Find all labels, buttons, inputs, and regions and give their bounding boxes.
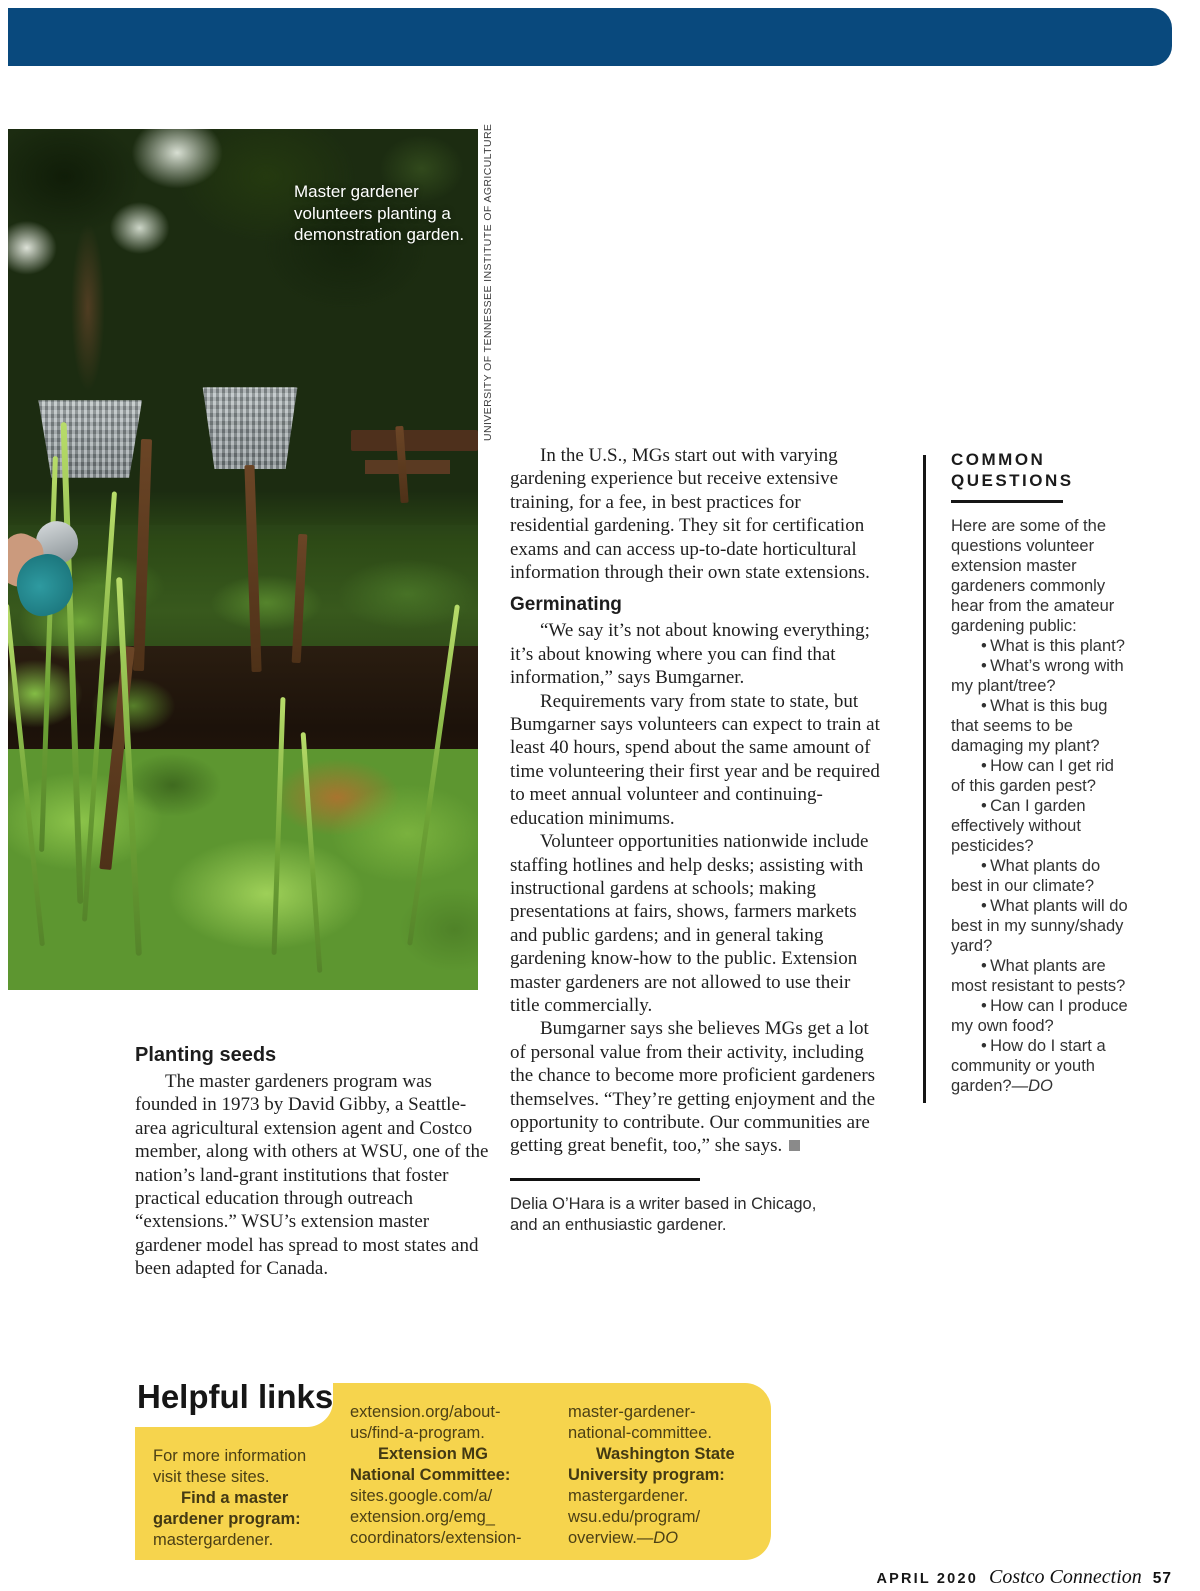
author-divider — [510, 1178, 700, 1181]
link-label: National Committee: — [350, 1466, 511, 1484]
link-url-text: overview. — [568, 1529, 637, 1547]
links-column-3 — [568, 1402, 763, 1549]
article-paragraph: Volunteer opportunities nationwide include staffing hotlines and help desks; assisting with instructional gardens at schools; making presentations at fairs, shows, farmers markets and public gardens; and in general taking gardening know-how to the public. Extension master gardeners are not allowed to use their title commercially. — [510, 831, 869, 1016]
sidebar-title-line1: COMMON — [951, 450, 1046, 469]
sidebar-title-underline — [951, 500, 1063, 503]
garden-bench — [351, 430, 478, 451]
author-note: Delia O’Hara is a writer based in Chicago, and an enthusiastic gardener. — [510, 1194, 817, 1234]
planting-seeds-heading: Planting seeds — [135, 1044, 277, 1066]
article-paragraph — [510, 1017, 882, 1157]
footer-issue-date: APRIL 2020 — [876, 1571, 978, 1587]
link-line: visit these sites. — [153, 1468, 270, 1486]
question-item: • What is this plant? — [951, 636, 1131, 656]
question-item: • What plants do best in our climate? — [951, 856, 1131, 896]
question-item — [951, 1036, 1131, 1096]
link-label: Find a master — [181, 1489, 289, 1507]
link-label: Washington State — [596, 1445, 735, 1463]
main-article-column — [510, 444, 882, 1236]
sidebar-title — [951, 449, 1131, 491]
link-url: extension.org/about- — [350, 1403, 501, 1421]
sidebar-rule — [923, 455, 926, 1103]
link-url: extension.org/emg_ — [350, 1508, 495, 1526]
article-paragraph-text: Bumgarner says she believes MGs get a lot of personal value from their activity, including the chance to become more proficient gardeners themselves. “They’re getting enjoyment and the opportunity to contribute. Our communities are getting great benefit, too,” she says. — [510, 1018, 876, 1157]
question-item: • How can I get rid of this garden pest? — [951, 756, 1131, 796]
question-item: • How can I produce my own food? — [951, 996, 1131, 1036]
link-url: mastergardener. — [568, 1487, 689, 1505]
link-url: wsu.edu/program/ — [568, 1508, 701, 1526]
sidebar-author-initials: —DO — [1011, 1077, 1053, 1095]
article-end-mark — [789, 1140, 800, 1151]
sidebar-title-line2: QUESTIONS — [951, 471, 1074, 490]
question-item: • What plants are most resistant to pests? — [951, 956, 1131, 996]
links-column-2 — [350, 1402, 550, 1549]
wire-basket — [201, 387, 300, 469]
link-label: Extension MG — [378, 1445, 489, 1463]
footer-magazine-name: Costco Connection — [988, 1566, 1142, 1588]
intro-paragraph: In the U.S., MGs start out with varying gardening experience but receive extensive training, for a fee, in best practices for residential gardening. They sit for certification exams and can access up-to-date horticultural information through their own state extensions. — [510, 445, 870, 584]
question-item: • What plants will do best in my sunny/shady yard? — [951, 896, 1131, 956]
link-url: us/find-a-program. — [350, 1424, 485, 1442]
photo-caption: Master gardener volunteers planting a demonstration garden. — [294, 182, 465, 244]
link-url: coordinators/extension- — [350, 1529, 522, 1547]
article-paragraph: Requirements vary from state to state, but Bumgarner says volunteers can expect to train at least 40 hours, spend about the same amount of time volunteering their first year and be required to meet annual volunteer and continuing-education minimums. — [510, 690, 880, 829]
links-author-initials: —DO — [636, 1529, 679, 1547]
helpful-links-heading: Helpful links — [137, 1378, 334, 1415]
link-url — [568, 1528, 763, 1549]
garden-photo — [8, 129, 478, 990]
link-label: gardener program: — [153, 1510, 301, 1528]
link-label: University program: — [568, 1466, 725, 1484]
footer-page-number: 57 — [1152, 1570, 1172, 1587]
photo-credit: UNIVERSITY OF TENNESSEE INSTITUTE OF AGRICULTURE — [482, 123, 494, 441]
planting-seeds-section — [135, 1044, 493, 1281]
link-url: sites.google.com/a/ — [350, 1487, 493, 1505]
germinating-heading: Germinating — [510, 594, 622, 616]
link-url: national-committee. — [568, 1424, 712, 1442]
garden-bench — [365, 460, 450, 474]
question-text: How do I start a community or youth garden? — [951, 1037, 1106, 1095]
sidebar-intro: Here are some of the questions volunteer extension master gardeners commonly hear from the amateur gardening public: — [951, 517, 1115, 635]
link-line: For more information — [153, 1447, 307, 1465]
link-url: master-gardener- — [568, 1403, 696, 1421]
page-footer — [876, 1566, 1172, 1589]
question-item: • What is this bug that seems to be damaging my plant? — [951, 696, 1131, 756]
link-url: mastergardener. — [153, 1531, 274, 1549]
common-questions-sidebar — [951, 449, 1131, 1096]
links-column-1 — [153, 1446, 338, 1551]
question-item: • Can I garden effectively without pesticides? — [951, 796, 1131, 856]
question-item: • What’s wrong with my plant/tree? — [951, 656, 1131, 696]
planting-seeds-paragraph: The master gardeners program was founded in 1973 by David Gibby, a Seattle-area agricultural extension agent and Costco member, along with others at WSU, one of the nation’s land-grant institutions that foster practical education through outreach “extensions.” WSU’s extension master gardener model has spread to most states and been adapted for Canada. — [135, 1071, 489, 1280]
article-paragraph: “We say it’s not about knowing everything; it’s about knowing where you can find that information,” says Bumgarner. — [510, 620, 870, 689]
top-accent-bar — [8, 8, 1172, 66]
